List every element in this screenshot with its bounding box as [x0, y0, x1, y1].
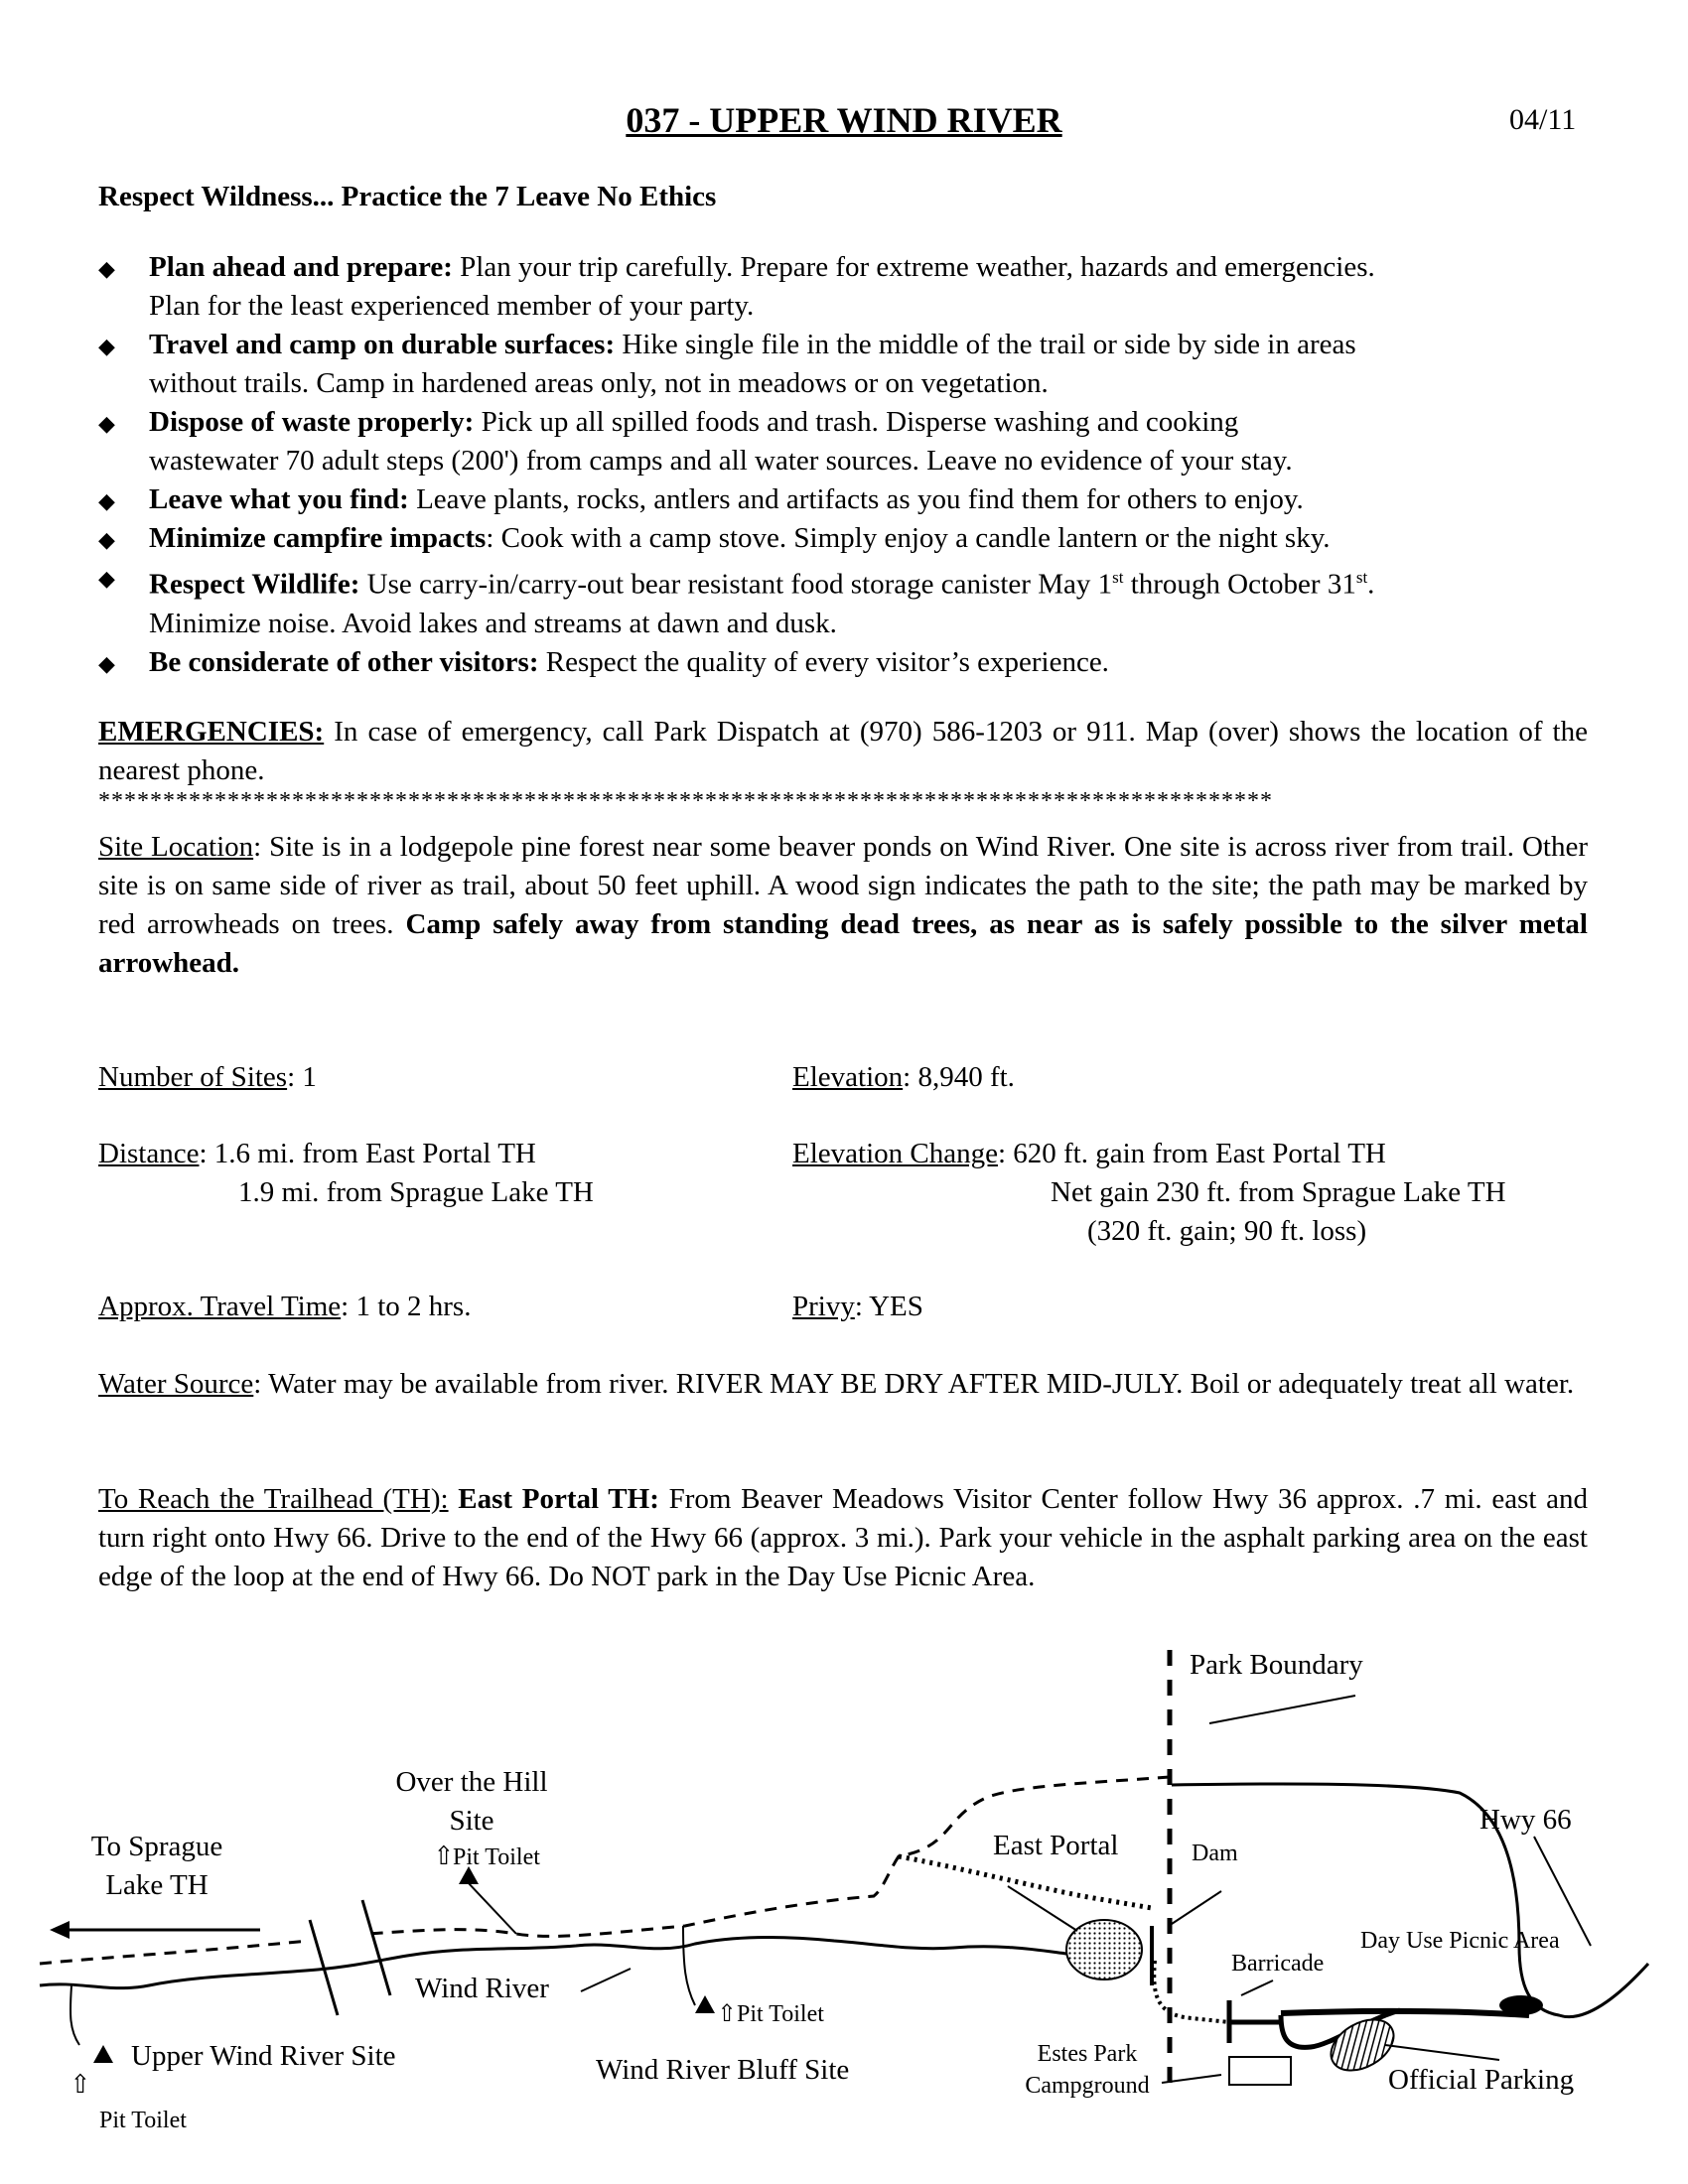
diamond-bullet-icon: ◆ [98, 334, 115, 358]
east-portal-leader [1008, 1886, 1077, 1931]
distance: Distance: 1.6 mi. from East Portal TH [98, 1138, 536, 1169]
bluff-site-path [683, 1926, 695, 2005]
list-item: ◆ Minimize campfire impacts: Cook with a camp stove. Simply enjoy a candle lantern or the night sky. [98, 519, 1588, 558]
upper-site-path [70, 1985, 79, 2045]
list-item: ◆ Dispose of waste properly: Pick up all spilled foods and trash. Disperse washing and cooking wastewater 70 adult steps (200') from camps and all water sources. Leave no evidence of your stay. [98, 406, 1293, 477]
wind-river-bluff-site-label: Wind River Bluff Site [596, 2054, 850, 2086]
diamond-bullet-icon: ◆ [98, 488, 115, 513]
site-location-paragraph: Site Location: Site is in a lodgepole pine forest near some beaver ponds on Wind River. One site is across river from trail. Other site is on same side of river as trail, about 50 feet uphill. A wood sign indicates the path to the site; the path may be marked by red arrowheads on trees. Camp safely away from standing dead trees, as near as is safely possible to the silver metal arrowhead. [98, 831, 1588, 979]
diamond-bullet-icon: ◆ [98, 650, 115, 676]
separator: ******************************************************************************************* [98, 788, 1273, 814]
over-the-hill-path [467, 1881, 516, 1934]
east-portal-label: East Portal [993, 1830, 1119, 1861]
list-item: ◆ Be considerate of other visitors: Respect the quality of every visitor’s experience. [98, 643, 1588, 682]
distance-line-2: 1.9 mi. from Sprague Lake TH [238, 1176, 594, 1208]
pit-toilet-label: Pit Toilet [99, 2108, 187, 2133]
to-sprague-label: To Sprague [90, 1831, 223, 1862]
left-arrow-icon [50, 1921, 70, 1939]
number-of-sites: Number of Sites: 1 [98, 1061, 317, 1093]
wind-river-label: Wind River [415, 1973, 549, 2004]
elevation-change-line-2: Net gain 230 ft. from Sprague Lake TH [1051, 1176, 1506, 1208]
wind-river-leader [581, 1969, 631, 1991]
diamond-bullet-icon: ◆ [98, 411, 115, 436]
elevation-change-line-3: (320 ft. gain; 90 ft. loss) [1087, 1215, 1367, 1247]
ethics-list [98, 248, 1588, 682]
east-portal-pond [1066, 1920, 1142, 1979]
map-break-line [362, 1900, 390, 1995]
bluff-site-icon [695, 1995, 715, 2013]
pit-toilet-icon: ⇧ [433, 1842, 455, 1870]
pit-toilet-icon: ⇧ [70, 2070, 91, 2099]
barricade-label: Barricade [1231, 1951, 1325, 1977]
day-use-picnic-area [1499, 1995, 1543, 2015]
wind-river-line [40, 1938, 1066, 1988]
park-boundary-label: Park Boundary [1190, 1649, 1363, 1681]
day-use-label: Day Use Picnic Area [1360, 1928, 1560, 1954]
list-item: ◆ Travel and camp on durable surfaces: Hike single file in the middle of the trail or side by side in areas without trails. Camp in hardened areas only, not in meadows or on vegetation. [98, 329, 1356, 399]
estes-park-label-2: Campground [1025, 2073, 1150, 2099]
official-parking-leader [1385, 2045, 1499, 2060]
dam-label: Dam [1192, 1841, 1238, 1866]
pit-toilet-label: Pit Toilet [737, 2001, 824, 2027]
official-parking-label: Official Parking [1388, 2064, 1575, 2096]
list-item: ◆ Leave what you find: Leave plants, rocks, antlers and artifacts as you find them for others to enjoy. [98, 480, 1588, 519]
over-the-hill-label: Over the Hill [395, 1766, 548, 1798]
diamond-bullet-icon: ◆ [98, 527, 115, 552]
park-boundary-leader [1209, 1696, 1355, 1723]
revision-date: 04/11 [1509, 103, 1577, 136]
list-item: ◆ Plan ahead and prepare: Plan your trip carefully. Prepare for extreme weather, hazards and emergencies. Plan for the least experienced member of your party. [98, 251, 1375, 322]
water-source-paragraph: Water Source: Water may be available from river. RIVER MAY BE DRY AFTER MID-JULY. Boil or adequately treat all water. [98, 1368, 1575, 1400]
trailhead-paragraph: To Reach the Trailhead (TH): East Portal TH: From Beaver Meadows Visitor Center follow Hwy 36 approx. .7 mi. east and turn right onto Hwy 66. Drive to the end of the Hwy 66 (approx. 3 mi.). Park your vehicle in the asphalt parking area on the east edge of the loop at the end of Hwy 66. Do NOT park in the Day Use Picnic Area. [98, 1483, 1589, 1592]
hwy-66-label: Hwy 66 [1479, 1804, 1572, 1836]
barricade-leader [1241, 1980, 1273, 1995]
over-the-hill-label-2: Site [449, 1805, 494, 1837]
dam-leader [1172, 1891, 1221, 1924]
diamond-bullet-icon: ◆ [98, 566, 115, 591]
ethics-heading: Respect Wildness... Practice the 7 Leave No Ethics [98, 181, 717, 212]
travel-time: Approx. Travel Time: 1 to 2 hrs. [98, 1291, 472, 1322]
estes-park-label: Estes Park [1037, 2041, 1138, 2067]
elevation-change: Elevation Change: 620 ft. gain from East Portal TH [792, 1138, 1386, 1169]
list-item: ◆ Respect Wildlife: Use carry-in/carry-out bear resistant food storage canister May 1st through October 31st. Minimize noise. Avoid lakes and streams at dawn and dusk. [98, 558, 1588, 643]
dashed-trail-left [40, 1941, 308, 1964]
to-sprague-label-2: Lake TH [105, 1869, 209, 1901]
page-title: 037 - UPPER WIND RIVER [626, 100, 1062, 140]
campground-building [1229, 2057, 1291, 2085]
pit-toilet-icon: ⇧ [717, 2001, 738, 2027]
trail-map [0, 1628, 1688, 2184]
upper-wind-river-site-label: Upper Wind River Site [131, 2040, 396, 2072]
pit-toilet-label: Pit Toilet [453, 1844, 540, 1870]
hwy-66-road [1172, 1784, 1648, 2017]
diamond-bullet-icon: ◆ [98, 256, 115, 281]
emergencies-paragraph: EMERGENCIES: In case of emergency, call Park Dispatch at (970) 586-1203 or 911. Map (over) shows the location of the nearest phone. [98, 716, 1588, 786]
dotted-access-path [1154, 1961, 1229, 2022]
elevation: Elevation: 8,940 ft. [792, 1061, 1015, 1093]
hwy-66-road-lower [1281, 2011, 1529, 2015]
east-portal-dotted-trail [899, 1856, 1152, 1908]
upper-site-icon [93, 2045, 113, 2063]
privy: Privy: YES [792, 1291, 923, 1322]
